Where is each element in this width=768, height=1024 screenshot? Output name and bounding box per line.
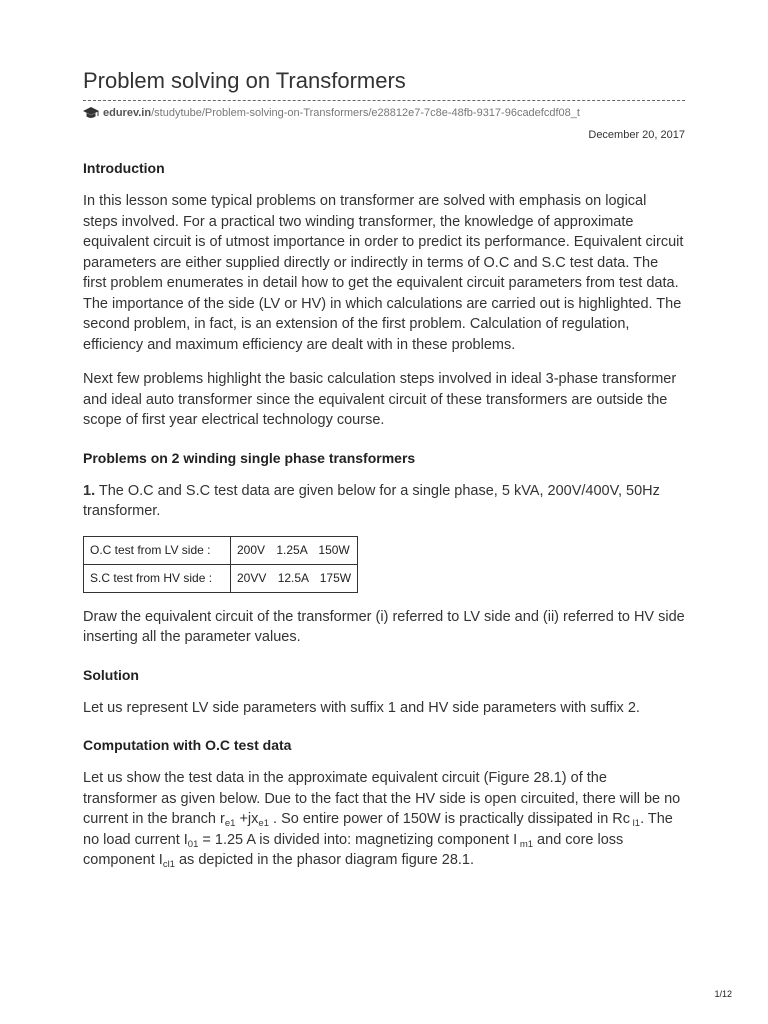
oc-text-7: as depicted in the phasor diagram figure 28.1. <box>174 852 475 868</box>
source-path[interactable]: /studytube/Problem-solving-on-Transformers/e28812e7-7c8e-48fb-9317-96cadefcdf08_t <box>151 107 580 119</box>
source-link[interactable] <box>103 104 580 122</box>
oc-heading: Computation with O.C test data <box>83 737 292 753</box>
subscript-m1: m1 <box>517 838 534 850</box>
subscript-l1: l1 <box>630 818 641 829</box>
problem-text: The O.C and S.C test data are given below for a single phase, 5 kVA, 200V/400V, 50Hz transformer. <box>83 482 660 519</box>
subscript-e1: e1 <box>258 818 269 829</box>
table-cell-values: 200V 1.25A 150W <box>231 536 358 564</box>
document-page <box>83 66 685 871</box>
table-cell-label: S.C test from HV side : <box>84 564 231 592</box>
subscript-cl1: cl1 <box>162 859 175 870</box>
oc-text-2: +jx <box>235 811 259 827</box>
table-cell-label: O.C test from LV side : <box>84 536 231 564</box>
table-row <box>84 536 358 564</box>
intro-heading: Introduction <box>83 160 165 176</box>
source-domain[interactable]: edurev.in <box>103 107 152 119</box>
oc-text-6: and core loss component I <box>83 831 624 868</box>
subscript-01: 01 <box>187 838 199 850</box>
table-cell-values: 20VV 12.5A 175W <box>231 564 358 592</box>
oc-text-1: Let us show the test data in the approximate equivalent circuit (Figure 28.1) of the transformer as given below. Due to the fact that the HV side is open circuited, there will be no current in the branch r <box>83 770 681 827</box>
problem-number: 1. <box>83 482 96 499</box>
source-url[interactable] <box>83 104 685 122</box>
subscript-e1: e1 <box>224 818 236 829</box>
solution-text: Let us represent LV side parameters with suffix 1 and HV side parameters with suffix 2. <box>83 699 640 716</box>
publish-date: December 20, 2017 <box>588 129 685 141</box>
intro-paragraph-2: Next few problems highlight the basic calculation steps involved in ideal 3-phase transformer and ideal auto transformer since the equivalent circuit of these transformers are outside the scope of first year electrical technology course. <box>83 371 677 428</box>
table-row <box>84 564 358 592</box>
title-divider <box>83 100 685 101</box>
oc-text-4: . The no load current I <box>83 811 673 848</box>
oc-text-5: = 1.25 A is divided into: magnetizing component I <box>198 831 518 848</box>
oc-paragraph <box>83 768 685 871</box>
problems-heading: Problems on 2 winding single phase transformers <box>83 449 416 466</box>
solution-heading: Solution <box>83 666 139 683</box>
page-number: 1/12 <box>714 989 732 999</box>
intro-paragraph-1: In this lesson some typical problems on transformer are solved with emphasis on logical steps involved. For a practical two winding transformer, the knowledge of approximate equivalent circuit is of utmost importance in order to predict its performance. Equivalent circuit parameters are either supplied directly or indirectly in terms of O.C and S.C test data. The first problem enumerates in detail how to get the equivalent circuit parameters from test data. The importance of the side (LV or HV) in which calculations are carried out is highlighted. The second problem, in fact, is an extension of the first problem. Calculation of regulation, efficiency and maximum efficiency are dealt with in these problems. <box>83 193 684 353</box>
test-data-table <box>83 536 358 593</box>
page-title: Problem solving on Transformers <box>83 68 406 93</box>
draw-instruction: Draw the equivalent circuit of the transformer (i) referred to LV side and (ii) referred to HV side inserting all the parameter values. <box>83 608 685 645</box>
problem-1-paragraph <box>83 481 685 522</box>
graduation-cap-icon <box>83 106 99 120</box>
oc-text-3: . So entire power of 150W is practically dissipated in Rc <box>268 811 631 827</box>
